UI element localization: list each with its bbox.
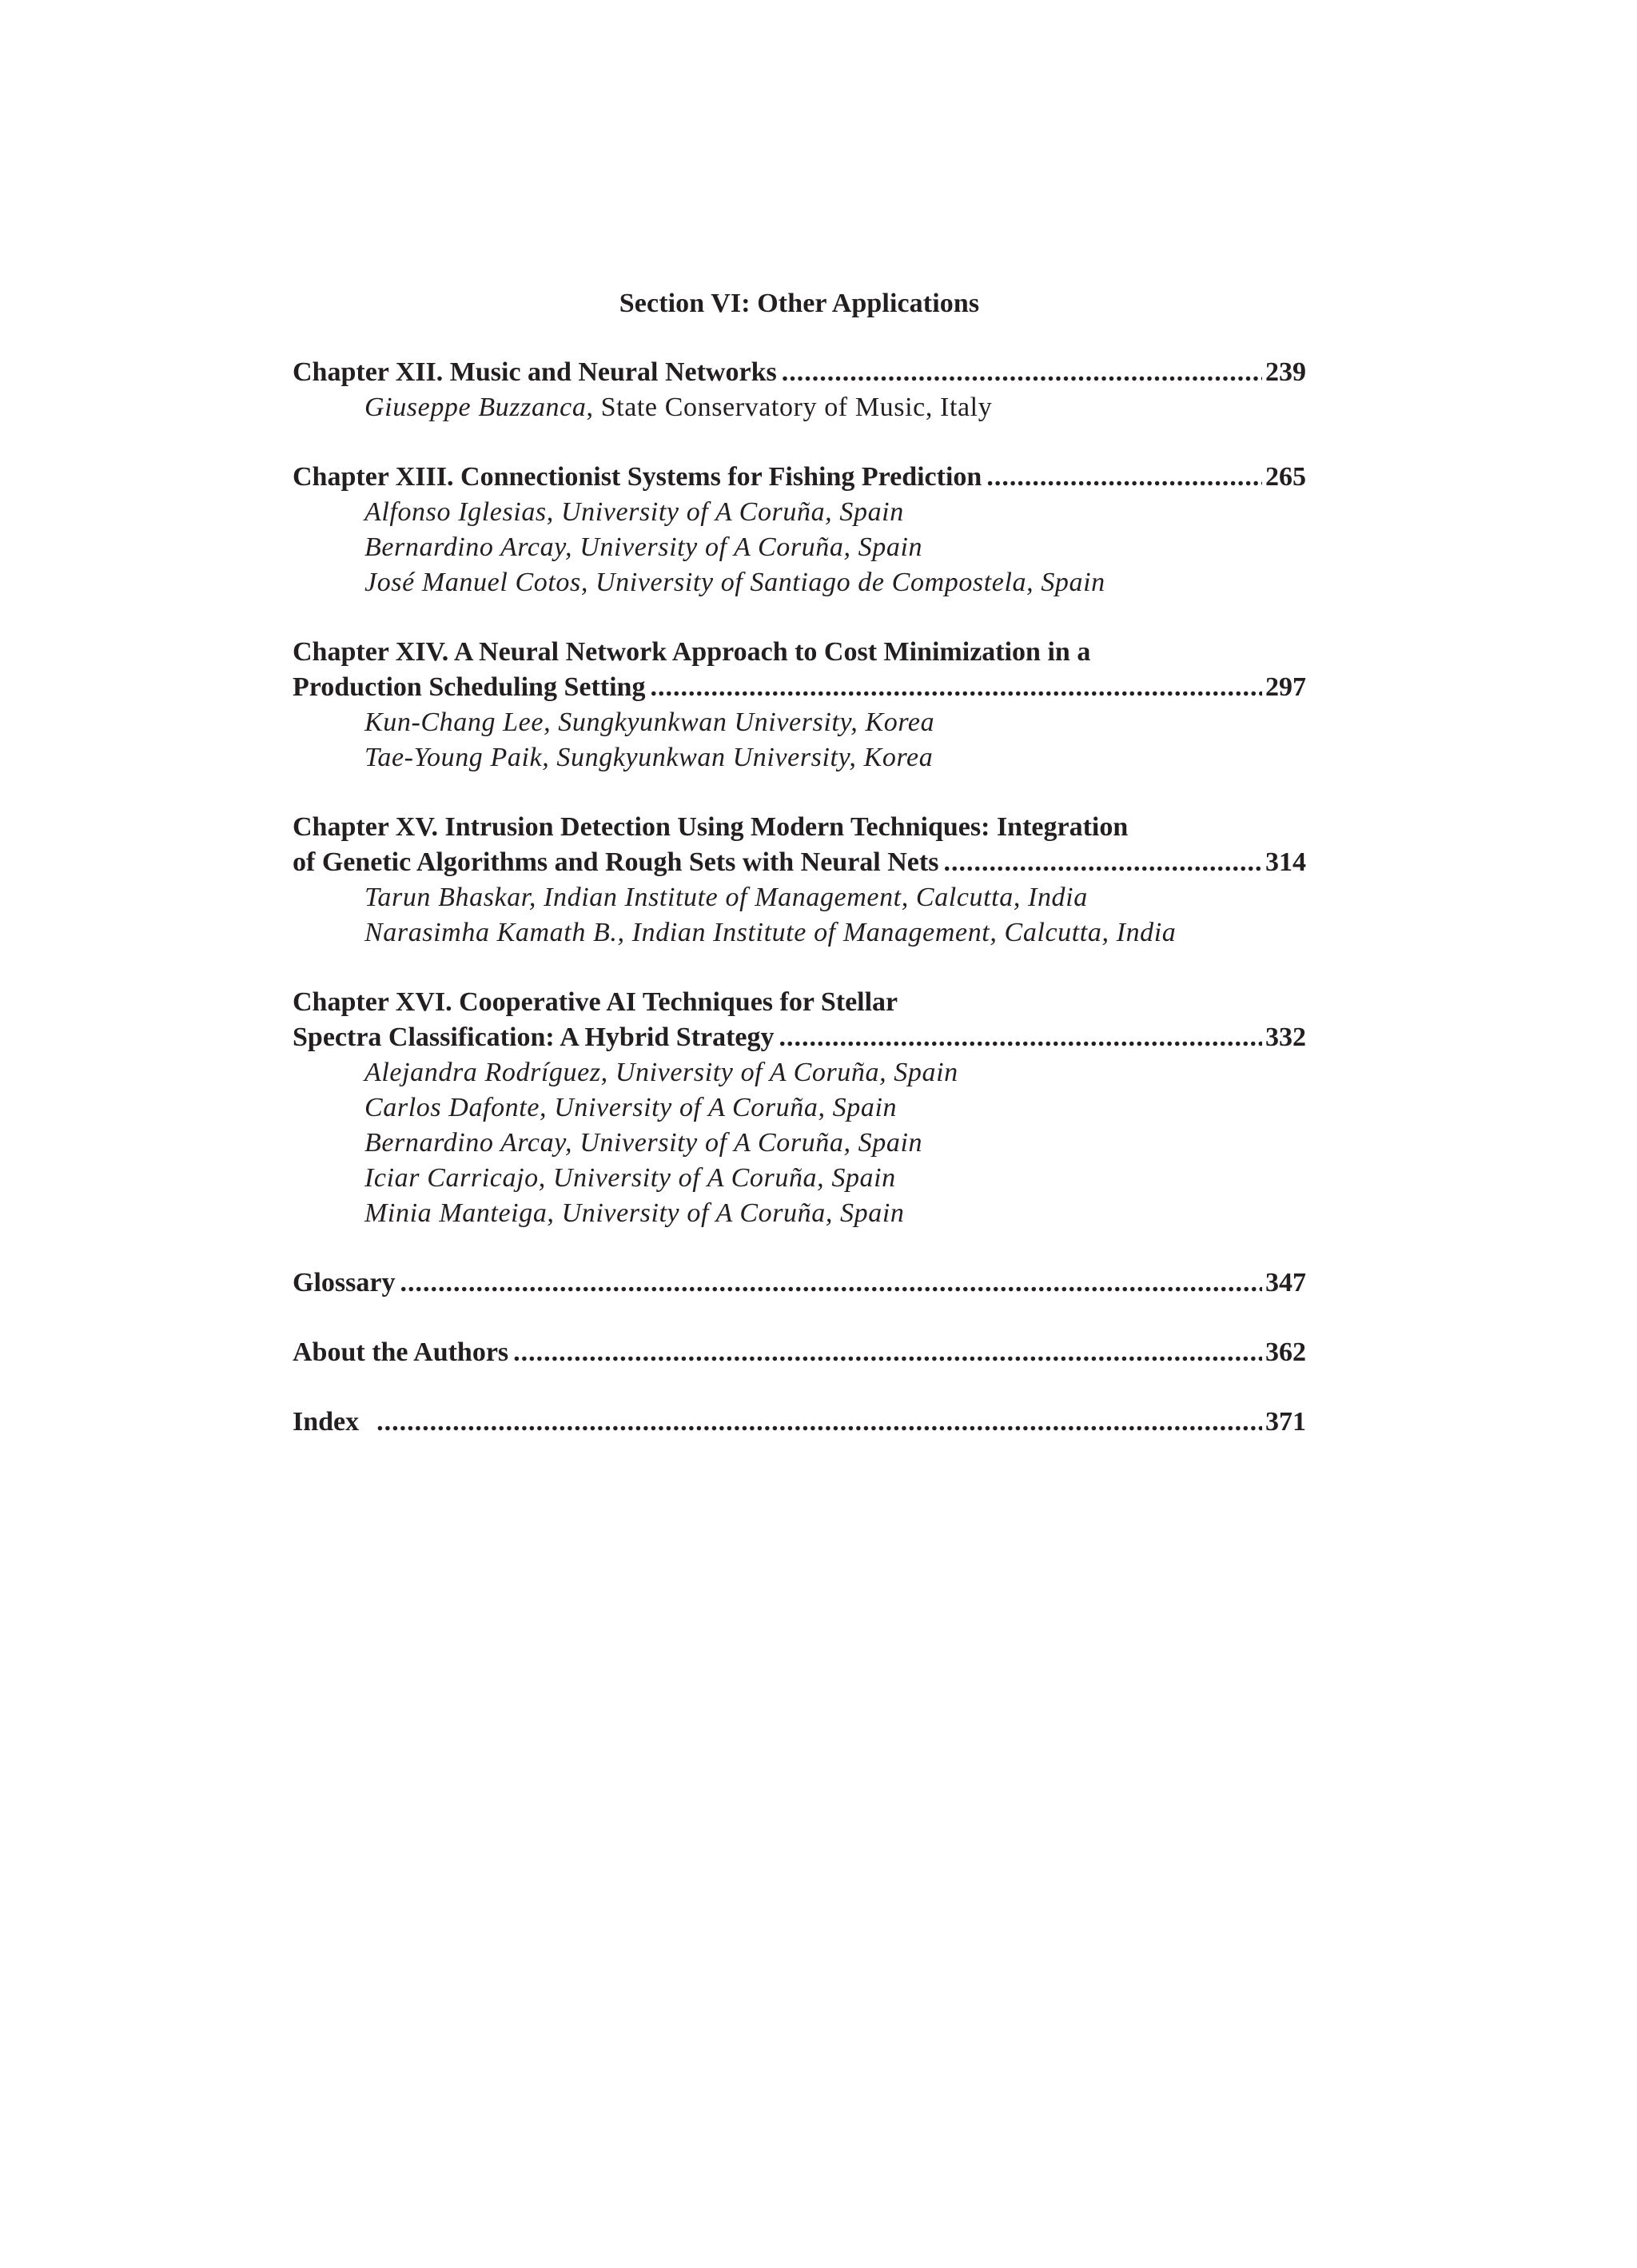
toc-entry-chapter-xvi bbox=[293, 985, 1306, 1231]
author-line: Bernardino Arcay, University of A Coruña, Spain bbox=[364, 532, 923, 562]
leader-dots bbox=[779, 1020, 1262, 1055]
toc-entry-title-line[interactable] bbox=[293, 670, 1306, 705]
author-line: Alfonso Iglesias, University of A Coruña, Spain bbox=[364, 497, 904, 527]
author-line: Tarun Bhaskar, Indian Institute of Management, Calcutta, India bbox=[364, 883, 1088, 912]
toc-entry-glossary bbox=[293, 1266, 1306, 1301]
author-line: Iciar Carricajo, University of A Coruña, Spain bbox=[364, 1163, 896, 1193]
chapter-title-line-1[interactable]: Chapter XIV. A Neural Network Approach to Cost Minimization in a bbox=[293, 637, 1091, 667]
author-line: Carlos Dafonte, University of A Coruña, Spain bbox=[364, 1093, 898, 1122]
back-matter-title: Index bbox=[293, 1407, 360, 1437]
author-line: Minia Manteiga, University of A Coruña, Spain bbox=[364, 1198, 905, 1228]
author-line bbox=[293, 390, 1306, 425]
section-title: Section VI: Other Applications bbox=[619, 289, 980, 318]
leader-dots bbox=[650, 670, 1262, 705]
chapter-title: Chapter XII. Music and Neural Networks bbox=[293, 357, 777, 387]
leader-dots bbox=[986, 460, 1262, 495]
author-line: Alejandra Rodríguez, University of A Coruña, Spain bbox=[364, 1058, 958, 1087]
leader-dots bbox=[376, 1405, 1262, 1440]
author-line: José Manuel Cotos, University of Santiago de Compostela, Spain bbox=[364, 568, 1105, 597]
page-number: 239 bbox=[1265, 357, 1306, 387]
toc-entry-index bbox=[293, 1405, 1306, 1440]
author-line: Narasimha Kamath B., Indian Institute of Management, Calcutta, India bbox=[364, 918, 1177, 947]
toc-entry-title-line[interactable] bbox=[293, 1020, 1306, 1055]
leader-dots bbox=[782, 355, 1262, 390]
page-number: 371 bbox=[1265, 1407, 1306, 1437]
author-line: Bernardino Arcay, University of A Coruña, Spain bbox=[364, 1128, 923, 1158]
leader-dots bbox=[513, 1335, 1262, 1370]
toc-entry-chapter-xv bbox=[293, 810, 1306, 951]
chapter-title: Chapter XIII. Connectionist Systems for Fishing Prediction bbox=[293, 462, 982, 492]
back-matter-title: About the Authors bbox=[293, 1337, 509, 1367]
author-line: Kun-Chang Lee, Sungkyunkwan University, Korea bbox=[364, 708, 935, 737]
chapter-title-line-1[interactable]: Chapter XV. Intrusion Detection Using Modern Techniques: Integration bbox=[293, 812, 1129, 842]
author-line: Tae-Young Paik, Sungkyunkwan University, Korea bbox=[364, 743, 934, 772]
chapter-title: of Genetic Algorithms and Rough Sets with Neural Nets bbox=[293, 847, 939, 877]
page-number: 297 bbox=[1265, 672, 1306, 702]
toc-entry-title-line[interactable] bbox=[293, 1335, 1306, 1370]
page-number: 332 bbox=[1265, 1022, 1306, 1052]
table-of-contents bbox=[293, 286, 1306, 1474]
chapter-title: Spectra Classification: A Hybrid Strategy bbox=[293, 1022, 775, 1052]
author-affiliation: , State Conservatory of Music, Italy bbox=[586, 393, 993, 422]
chapter-title-line-1[interactable]: Chapter XVI. Cooperative AI Techniques for Stellar bbox=[293, 987, 898, 1017]
page-number: 314 bbox=[1265, 847, 1306, 877]
page-number: 347 bbox=[1265, 1268, 1306, 1297]
leader-dots bbox=[400, 1266, 1262, 1301]
toc-entry-about-the-authors bbox=[293, 1335, 1306, 1370]
toc-entry-chapter-xii bbox=[293, 355, 1306, 425]
toc-entry-chapter-xiv bbox=[293, 635, 1306, 775]
page-number: 362 bbox=[1265, 1337, 1306, 1367]
toc-entry-title-line[interactable] bbox=[293, 1405, 1306, 1440]
chapter-title: Production Scheduling Setting bbox=[293, 672, 646, 702]
toc-entry-title-line[interactable] bbox=[293, 845, 1306, 880]
toc-entry-title-line[interactable] bbox=[293, 1266, 1306, 1301]
leader-dots bbox=[943, 845, 1262, 880]
toc-entry-title-line[interactable] bbox=[293, 355, 1306, 390]
back-matter-title: Glossary bbox=[293, 1268, 396, 1297]
toc-entry-chapter-xiii bbox=[293, 460, 1306, 600]
page-number: 265 bbox=[1265, 462, 1306, 492]
author-name: Giuseppe Buzzanca bbox=[364, 393, 587, 422]
toc-entry-title-line[interactable] bbox=[293, 460, 1306, 495]
